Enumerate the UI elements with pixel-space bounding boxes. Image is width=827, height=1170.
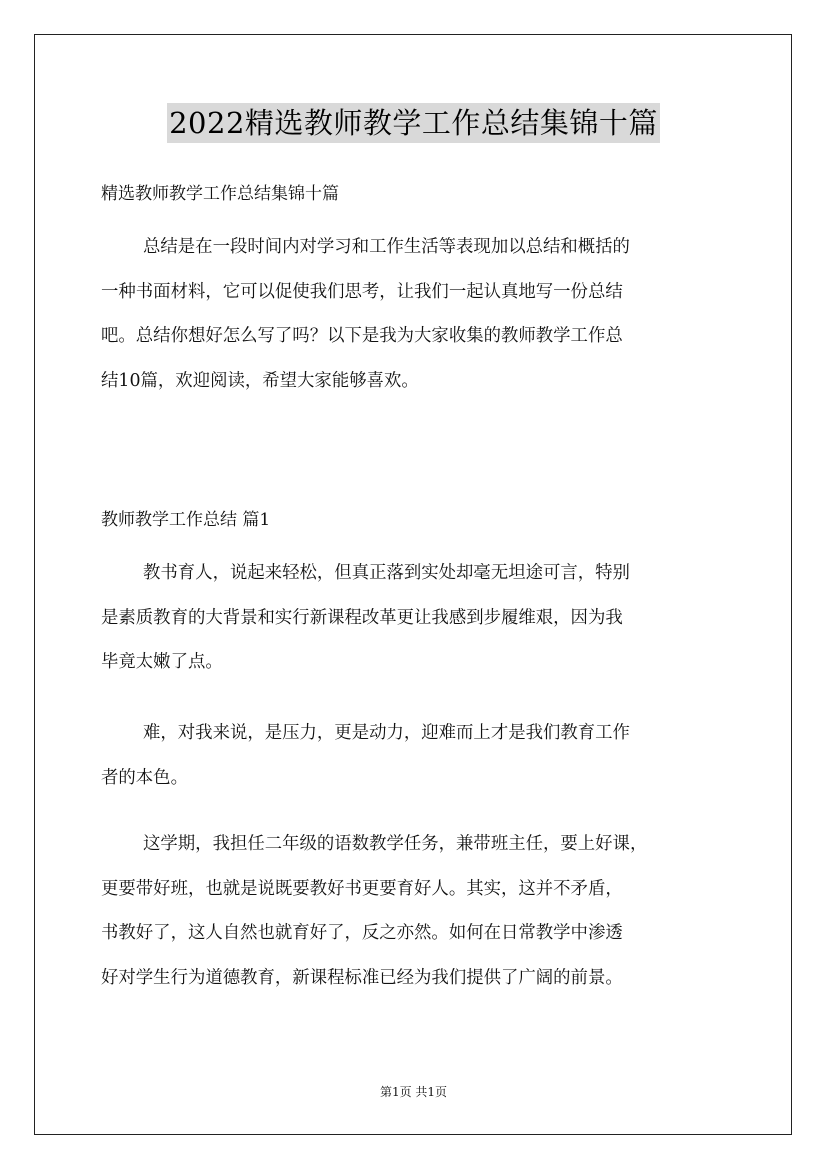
paragraph-line: 结10篇，欢迎阅读，希望大家能够喜欢。 <box>101 370 419 391</box>
paragraph-line: 者的本色。 <box>101 767 188 788</box>
document-subtitle: 精选教师教学工作总结集锦十篇 <box>101 184 339 204</box>
paragraph-line: 是素质教育的大背景和实行新课程改革更让我感到步履维艰，因为我 <box>101 607 623 628</box>
paragraph-line: 吧。总结你想好怎么写了吗？以下是我为大家收集的教师教学工作总 <box>101 326 623 346</box>
document-title: 2022精选教师教学工作总结集锦十篇 <box>167 103 660 143</box>
body-paragraph-2 <box>101 711 630 800</box>
paragraph-line: 总结是在一段时间内对学习和工作生活等表现加以总结和概括的 <box>143 237 630 257</box>
paragraph-line: 毕竟太嫩了点。 <box>101 652 223 672</box>
intro-paragraph <box>101 225 630 403</box>
body-paragraph-1 <box>101 551 630 685</box>
title-container <box>0 103 827 143</box>
body-paragraph-3 <box>101 822 647 1000</box>
paragraph-line: 难，对我来说，是压力，更是动力，迎难而上才是我们教育工作 <box>143 723 630 743</box>
section-heading: 教师教学工作总结 篇1 <box>101 510 271 530</box>
paragraph-line: 更要带好班，也就是说既要教好书更要育好人。其实，这并不矛盾， <box>101 878 623 899</box>
paragraph-line: 好对学生行为道德教育，新课程标准已经为我们提供了广阔的前景。 <box>101 967 623 988</box>
paragraph-line: 教书育人，说起来轻松，但真正落到实处却毫无坦途可言，特别 <box>143 563 630 583</box>
paragraph-line: 这学期，我担任二年级的语数教学任务，兼带班主任，要上好课， <box>143 834 648 854</box>
paragraph-line: 书教好了，这人自然也就育好了，反之亦然。如何在日常教学中渗透 <box>101 923 623 943</box>
page-footer: 第1页 共1页 <box>379 1085 448 1099</box>
paragraph-line: 一种书面材料，它可以促使我们思考，让我们一起认真地写一份总结 <box>101 281 623 302</box>
